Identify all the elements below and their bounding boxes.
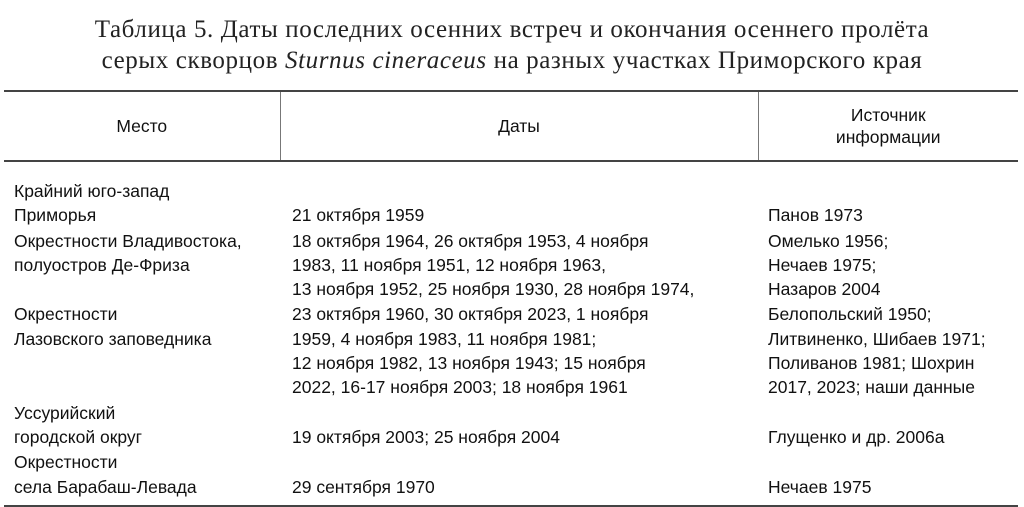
- table-body: [4, 161, 1018, 506]
- cell-place: [4, 302, 280, 400]
- cell-source-line: Белопольский 1950;: [768, 304, 932, 325]
- header-row: [4, 91, 1018, 161]
- cell-dates-line: 23 октября 1960, 30 октября 2023, 1 ноября: [292, 304, 649, 325]
- cell-place-line: села Барабаш-Левада: [14, 476, 197, 497]
- cell-source-line: Нечаев 1975;: [768, 254, 877, 275]
- cell-place-line: Окрестности Владивостока,: [14, 230, 242, 251]
- cell-place-line: полуостров Де-Фриза: [14, 254, 190, 275]
- cell-source-line: Назаров 2004: [768, 279, 881, 300]
- cell-place-line: Уссурийский: [14, 402, 116, 423]
- cell-dates-line: [292, 401, 758, 425]
- table-caption: [0, 14, 1024, 76]
- table-header: [4, 91, 1018, 161]
- cell-source: [758, 450, 1018, 506]
- cell-dates-line: 2022, 16-17 ноября 2003; 18 ноября 1961: [292, 377, 628, 398]
- cell-place-line: городской округ: [14, 426, 143, 447]
- cell-dates: [280, 401, 758, 451]
- caption-line-2-prefix: серых скворцов: [101, 47, 279, 74]
- cell-dates: [280, 450, 758, 506]
- cell-source: [758, 229, 1018, 303]
- cell-place-line: Окрестности: [14, 304, 118, 325]
- cell-source-line: [768, 179, 1018, 203]
- header-place: Место: [116, 116, 168, 136]
- cell-place-line: Лазовского заповедника: [14, 328, 212, 349]
- cell-source-line: Глущенко и др. 2006а: [768, 426, 945, 447]
- cell-dates-line: 19 октября 2003; 25 ноября 2004: [292, 426, 560, 447]
- table-row: [4, 161, 1018, 229]
- cell-dates-line: 18 октября 1964, 26 октября 1953, 4 ноября: [292, 230, 649, 251]
- cell-place: [4, 161, 280, 229]
- cell-place-line: Крайний юго-запад: [14, 181, 170, 201]
- cell-dates: [280, 161, 758, 229]
- caption-line-1: Таблица 5. Даты последних осенних встреч и окончания осеннего пролёта: [94, 16, 930, 43]
- cell-source-line: 2017, 2023; наши данные: [768, 377, 975, 398]
- caption-line-2-suffix: на разных участках Приморского края: [493, 47, 923, 74]
- cell-dates-line: 1959, 4 ноября 1983, 11 ноября 1981;: [292, 328, 597, 349]
- cell-dates: [280, 229, 758, 303]
- cell-source: [758, 302, 1018, 400]
- cell-source: [758, 161, 1018, 229]
- cell-dates-line: 12 ноября 1982, 13 ноября 1943; 15 ноября: [292, 353, 646, 374]
- cell-place-line: Окрестности: [14, 452, 118, 473]
- cell-source: [758, 401, 1018, 451]
- cell-dates-line: [292, 179, 758, 203]
- table-row: [4, 450, 1018, 506]
- cell-place: [4, 229, 280, 303]
- cell-source-line: Омелько 1956;: [768, 230, 889, 251]
- caption-line-2: [0, 45, 1024, 76]
- cell-dates-line: [292, 450, 758, 474]
- cell-source-line: Нечаев 1975: [768, 476, 872, 497]
- table-row: [4, 302, 1018, 400]
- cell-source-line: [768, 401, 1018, 425]
- cell-source-line: [768, 450, 1018, 474]
- table-row: [4, 229, 1018, 303]
- cell-dates-line: 13 ноября 1952, 25 ноября 1930, 28 ноября 1974,: [292, 279, 695, 300]
- cell-source-line: Поливанов 1981; Шохрин: [768, 353, 975, 374]
- cell-place: [4, 401, 280, 451]
- cell-dates: [280, 302, 758, 400]
- cell-place-line: Приморья: [14, 205, 97, 226]
- cell-dates-line: 29 сентября 1970: [292, 476, 435, 497]
- cell-source-line: Литвиненко, Шибаев 1971;: [768, 328, 986, 349]
- cell-dates-line: 21 октября 1959: [292, 205, 425, 226]
- cell-dates-line: 1983, 11 ноября 1951, 12 ноября 1963,: [292, 254, 607, 275]
- table-row: [4, 401, 1018, 451]
- header-source: Источник информации: [758, 91, 1018, 161]
- caption-species-name: Sturnus cineraceus: [284, 47, 487, 74]
- data-table: [4, 90, 1018, 507]
- cell-source-line: Панов 1973: [768, 205, 863, 226]
- cell-place: [4, 450, 280, 506]
- header-dates: Даты: [280, 91, 758, 161]
